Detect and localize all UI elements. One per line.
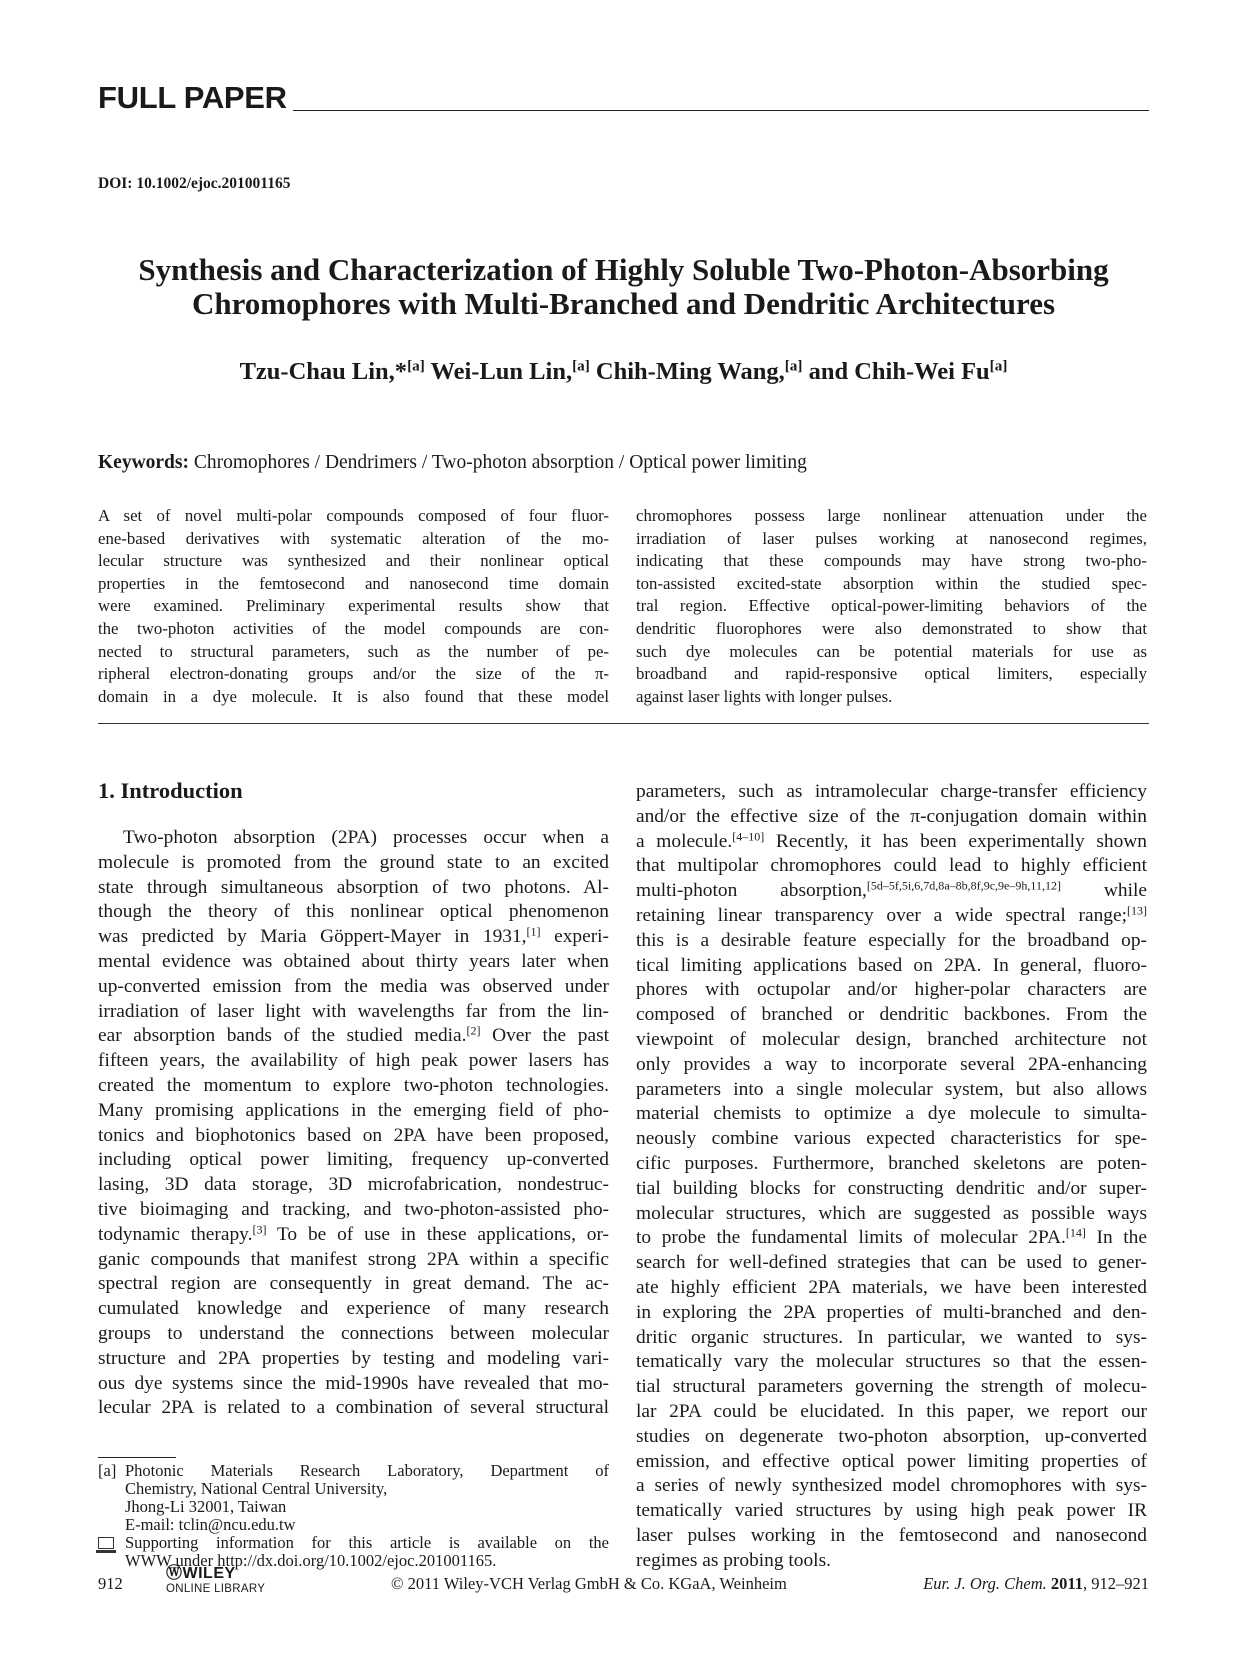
text-line: parameters, such as intramolecular charge-transfer efficiency [636, 781, 1147, 802]
text-line: indicating that these compounds may have strong two-pho- [636, 551, 1147, 571]
affiliation-line: Chemistry, National Central University, [125, 1479, 388, 1498]
text-line: ene-based derivatives with systematic alteration of the mo- [98, 528, 609, 548]
text-line: such dye molecules can be potential materials for use as [636, 641, 1147, 661]
doi: DOI: 10.1002/ejoc.201001165 [98, 175, 291, 192]
text-line: phores with octupolar and/or higher-polar characters are [636, 979, 1147, 1001]
text-line: irradiation of laser light with wavelengths far from the lin- [98, 1000, 609, 1022]
text-line: mental evidence was obtained about thirty years later when [98, 950, 609, 972]
page-header [98, 80, 1149, 114]
journal-pages: , 912–921 [1083, 1574, 1149, 1593]
journal-name: Eur. J. Org. Chem. [923, 1574, 1047, 1593]
text-line: ganic compounds that manifest strong 2PA within a specific [98, 1248, 609, 1270]
text-line: lecular 2PA is related to a combination of several structural [98, 1397, 609, 1419]
text-line: ate highly efficient 2PA materials, we have been interested [636, 1276, 1147, 1298]
wiley-online-library-logo [166, 1560, 265, 1595]
text-line: tonics and biophotonics based on 2PA have been proposed, [98, 1124, 609, 1146]
supporting-info-link[interactable]: WWW under http://dx.doi.org/10.1002/ejoc.201001165. [125, 1551, 497, 1570]
abstract-rule [98, 723, 1149, 724]
body-left-column [98, 826, 609, 1421]
text-line: groups to understand the connections between molecular [98, 1322, 609, 1344]
authors [98, 358, 1149, 386]
computer-icon [98, 1537, 114, 1549]
text-line: Many promising applications in the emerging field of pho- [98, 1099, 609, 1121]
text-line: material chemists to optimize a dye molecule to simulta- [636, 1103, 1147, 1125]
text-line: a series of newly synthesized model chromophores with sys- [636, 1475, 1147, 1497]
journal-year: 2011 [1050, 1574, 1083, 1593]
text-line: A set of novel multi-polar compounds composed of four fluor- [98, 506, 609, 525]
text-line: studies on degenerate two-photon absorption, up-converted [636, 1425, 1147, 1447]
title-line: Synthesis and Characterization of Highly Soluble Two-Photon-Absorbing [138, 252, 1109, 287]
text-line: the two-photon activities of the model compounds are con- [98, 618, 609, 638]
citation-reference[interactable]: [5d–5f,5i,6,7d,8a–8b,8f,9c,9e–9h,11,12] [866, 878, 1061, 893]
text-line: tial building blocks for constructing dendritic and/or super- [636, 1177, 1147, 1199]
text-line: parameters into a single molecular system, but also allows [636, 1078, 1147, 1100]
text-line: that multipolar chromophores could lead to highly efficient [636, 855, 1147, 877]
text-line: tematically varied structures by using high peak power IR [636, 1500, 1147, 1522]
text-line: molecule is promoted from the ground state to an excited [98, 851, 609, 873]
copyright: © 2011 Wiley-VCH Verlag GmbH & Co. KGaA, Weinheim [391, 1574, 787, 1593]
text-line: created the momentum to explore two-photon technologies. [98, 1074, 609, 1096]
text-line: though the theory of this nonlinear optical phenomenon [98, 901, 609, 923]
text-line: laser pulses working in the femtosecond and nanosecond [636, 1524, 1147, 1546]
text-line: properties in the femtosecond and nanosecond time domain [98, 573, 609, 593]
text-line: to probe the fundamental limits of molecular 2PA.[14] In the [636, 1225, 1147, 1249]
affiliation-footnote [98, 1462, 609, 1534]
affiliation-line: Photonic Materials Research Laboratory, Department of [125, 1461, 609, 1480]
text-line: cumulated knowledge and experience of many research [98, 1298, 609, 1320]
text-line: ous dye systems since the mid-1990s have revealed that mo- [98, 1372, 609, 1394]
text-line: multi-photon absorption,[5d–5f,5i,6,7d,8a–8b,8f,9c,9e–9h,11,12] while [636, 878, 1147, 902]
text-line: dritic organic structures. In particular, we wanted to sys- [636, 1326, 1147, 1348]
text-line: ton-assisted excited-state absorption within the studied spec- [636, 573, 1147, 593]
text-line: in exploring the 2PA properties of multi-branched and den- [636, 1301, 1147, 1323]
text-line: todynamic therapy.[3] To be of use in these applications, or- [98, 1222, 610, 1245]
text-line: irradiation of laser pulses working at nanosecond regimes, [636, 528, 1147, 548]
citation-reference[interactable]: [a] [572, 357, 590, 375]
text-line: lasing, 3D data storage, 3D microfabrication, nondestruc- [98, 1174, 609, 1196]
footnotes [98, 1462, 609, 1570]
text-line: ripheral electron-donating groups and/or the size of the π- [98, 664, 609, 684]
citation-reference[interactable]: [13] [1126, 903, 1147, 918]
title-line: Chromophores with Multi-Branched and Dendritic Architectures [191, 286, 1056, 321]
body-right-column [636, 780, 1147, 1574]
text-line: fifteen years, the availability of high peak power lasers has [98, 1050, 609, 1072]
text-line: was predicted by Maria Göppert-Mayer in 1931,[1] experi- [98, 924, 609, 948]
text-line: search for well-defined strategies that can be used to gener- [636, 1252, 1147, 1274]
text-line: composed of branched or dendritic backbones. From the [636, 1004, 1147, 1026]
text-line: tive bioimaging and tracking, and two-photon-assisted pho- [98, 1198, 609, 1220]
text-line: chromophores possess large nonlinear attenuation under the [636, 506, 1147, 525]
logo-top: ⓌWILEY [166, 1565, 236, 1582]
text-line: against laser lights with longer pulses. [636, 686, 893, 706]
text-line: this is a desirable feature especially for the broadband op- [636, 929, 1147, 951]
text-line: Tzu-Chau Lin,*[a] Wei-Lun Lin,[a] Chih-Ming Wang,[a] and Chih-Wei Fu[a] [239, 357, 1008, 385]
text-line: lar 2PA could be elucidated. In this paper, we report our [636, 1400, 1147, 1422]
text-line: tical limiting applications based on 2PA. In general, fluoro- [636, 954, 1147, 976]
text-line: including optical power limiting, frequency up-converted [98, 1149, 609, 1171]
text-line: dendritic fluorophores were also demonstrated to show that [636, 618, 1147, 638]
text-line: viewpoint of molecular design, branched architecture not [636, 1028, 1147, 1050]
citation-reference[interactable]: [2] [466, 1023, 481, 1038]
text-line: domain in a dye molecule. It is also found that these model [98, 686, 609, 706]
logo-bottom: ONLINE LIBRARY [166, 1583, 266, 1595]
text-line: tial structural parameters governing the strength of molecu- [636, 1376, 1147, 1398]
text-line: only provides a way to incorporate several 2PA-enhancing [636, 1053, 1147, 1075]
text-line: emission, and effective optical power limiting properties of [636, 1450, 1147, 1472]
citation-reference[interactable]: [a] [784, 357, 803, 375]
text-line: spectral region are consequently in great demand. The ac- [98, 1273, 609, 1295]
page-number: 912 [98, 1574, 123, 1593]
supporting-info-line: Supporting information for this article is available on the [125, 1533, 609, 1552]
text-line: were examined. Preliminary experimental results show that [98, 596, 609, 616]
text-line: retaining linear transparency over a wide spectral range;[13] [636, 903, 1147, 926]
text-line: structure and 2PA properties by testing and modeling vari- [98, 1347, 609, 1369]
email-line: E-mail: tclin@ncu.edu.tw [125, 1515, 296, 1534]
citation-reference[interactable]: [a] [407, 357, 425, 375]
citation-reference[interactable]: [4–10] [732, 828, 765, 843]
keywords-label: Keywords: [98, 452, 189, 473]
citation-reference[interactable]: [1] [526, 924, 541, 939]
text-line: up-converted emission from the media was observed under [98, 975, 609, 997]
affiliation-line: Jhong-Li 32001, Taiwan [125, 1497, 287, 1516]
abstract-left [98, 505, 609, 708]
text-line: tematically vary the molecular structures so that the essen- [636, 1351, 1147, 1373]
keywords [98, 452, 807, 474]
article-title [98, 253, 1149, 321]
text-line: nected to structural parameters, such as the number of pe- [98, 641, 609, 661]
footnote-rule [98, 1457, 176, 1458]
text-line: Two-photon absorption (2PA) processes occur when a [123, 827, 609, 848]
header-rule [293, 110, 1149, 111]
text-line: cific purposes. Furthermore, branched skeletons are poten- [636, 1152, 1147, 1174]
keywords-text: Chromophores / Dendrimers / Two-photon absorption / Optical power limiting [189, 452, 807, 473]
section-heading: 1. Introduction [98, 778, 243, 803]
citation-reference[interactable]: [a] [989, 357, 1008, 375]
text-line: a molecule.[4–10] Recently, it has been experimentally shown [636, 828, 1147, 852]
section-label: FULL PAPER [98, 80, 287, 115]
text-line: and/or the effective size of the π-conjugation domain within [636, 805, 1147, 827]
text-line: regimes as probing tools. [636, 1549, 831, 1571]
citation-reference[interactable]: [14] [1065, 1225, 1086, 1240]
affiliation-tag: [a] [98, 1461, 117, 1480]
text-line: neously combine various expected characteristics for spe- [636, 1128, 1147, 1150]
text-line: lecular structure was synthesized and their nonlinear optical [98, 551, 609, 571]
text-line: state through simultaneous absorption of two photons. Al- [98, 876, 609, 898]
text-line: broadband and rapid-responsive optical limiters, especially [636, 664, 1147, 684]
text-line: ear absorption bands of the studied media.[2] Over the past [98, 1023, 610, 1047]
abstract-right [636, 505, 1147, 708]
citation-reference[interactable]: [3] [252, 1222, 267, 1237]
text-line: molecular structures, which are suggested as possible ways [636, 1202, 1147, 1224]
journal-citation [923, 1574, 1149, 1594]
text-line: tral region. Effective optical-power-limiting behaviors of the [636, 596, 1147, 616]
page-footer [98, 1560, 1149, 1600]
